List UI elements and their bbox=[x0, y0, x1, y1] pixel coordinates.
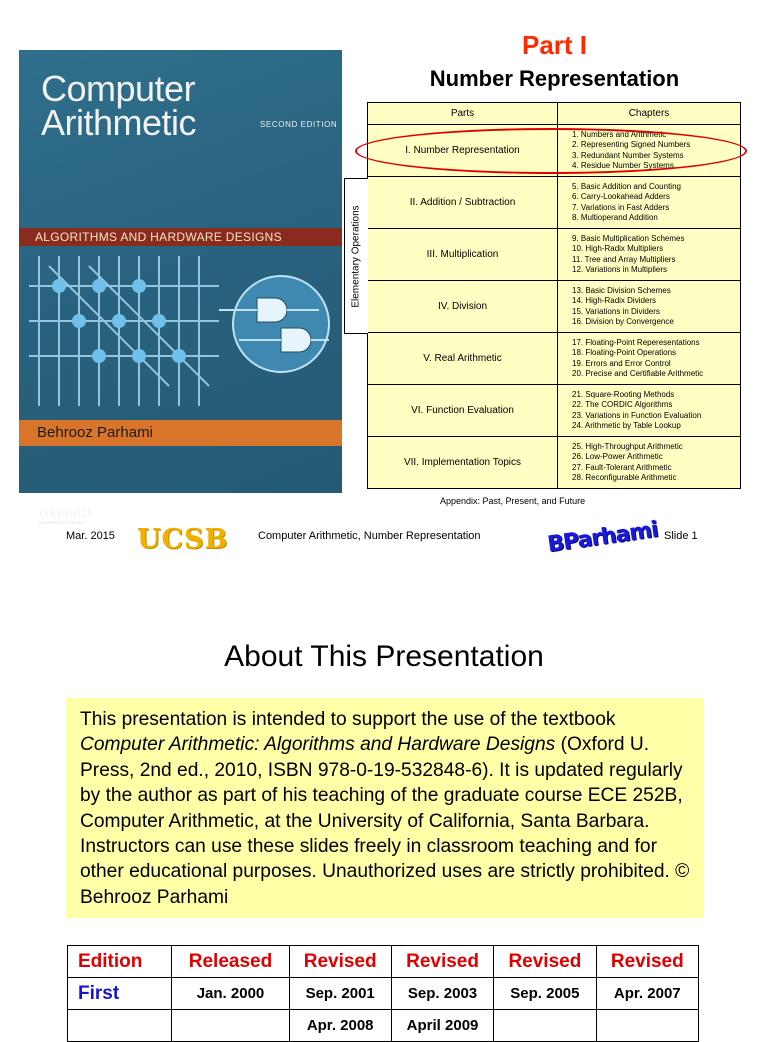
header-cell: Revised bbox=[596, 946, 698, 978]
book-author: Behrooz Parhami bbox=[19, 420, 342, 446]
author-logo-text: BParhami bbox=[545, 517, 660, 558]
date-cell bbox=[596, 1010, 698, 1042]
book-title-italic: Computer Arithmetic: Algorithms and Hardware Designs bbox=[80, 734, 556, 756]
elementary-operations-text: Elementary Operations bbox=[350, 204, 362, 308]
chapter-item: 17. Floating-Point Reperesentations bbox=[572, 337, 700, 347]
chapters-cell bbox=[558, 177, 741, 229]
date-cell: Sep. 2001 bbox=[289, 978, 391, 1010]
date-cell: Sep. 2003 bbox=[391, 978, 493, 1010]
table-row bbox=[68, 1010, 699, 1042]
table-row bbox=[368, 177, 741, 229]
book-title bbox=[41, 68, 197, 143]
header-cell: Revised bbox=[494, 946, 596, 978]
editions-table bbox=[67, 945, 699, 1042]
chapter-item: 7. Variations in Fast Adders bbox=[572, 202, 670, 212]
ucsb-logo: UCSB bbox=[137, 524, 229, 555]
chapter-item: 22. The CORDIC Algorithms bbox=[572, 400, 673, 409]
chapter-item: 5. Basic Addition and Counting bbox=[572, 181, 681, 191]
book-edition: SECOND EDITION bbox=[260, 120, 338, 129]
publisher-sub: UNIVERSITY PRESS bbox=[39, 520, 85, 525]
book-cover bbox=[19, 50, 342, 525]
chapter-item: 21. Square-Rooting Methods bbox=[572, 389, 675, 399]
edition-cell: First bbox=[68, 978, 172, 1010]
chapter-item: 2. Representing Signed Numbers bbox=[572, 140, 691, 149]
chapters-cell bbox=[558, 385, 741, 437]
chapter-item: 24. Arithmetic by Table Lookup bbox=[572, 421, 681, 430]
about-text-rest: (Oxford U. Press, 2nd ed., 2010, ISBN 978-0-19-532848-6). It is updated regularly by the author as part of his teaching of the graduate course ECE 252B, Computer Arithmetic, at the University of California, Santa Barbara. Instructors can use these slides freely in classroom teaching and for other educational purposes. Unauthorized uses are strictly prohibited. © Behrooz Parhami bbox=[80, 734, 690, 908]
chapter-item: 19. Errors and Error Control bbox=[572, 358, 671, 368]
about-text-start: This presentation is intended to support the use of the textbook bbox=[80, 709, 616, 730]
part-title: Part I bbox=[521, 30, 588, 60]
part-cell: V. Real Arithmetic bbox=[368, 333, 558, 385]
part-subtitle: Number Representation bbox=[429, 66, 680, 91]
date-cell bbox=[172, 1010, 289, 1042]
about-title: About This Presentation bbox=[224, 640, 544, 673]
about-box bbox=[66, 698, 704, 918]
chapter-item: 25. High-Throughput Arithmetic bbox=[572, 441, 683, 451]
publisher-logo: OXFORD bbox=[39, 506, 92, 520]
chapters-cell bbox=[558, 333, 741, 385]
header-chapters: Chapters bbox=[558, 103, 741, 125]
header-cell: Revised bbox=[289, 946, 391, 978]
parts-table-header bbox=[368, 103, 741, 125]
chapter-item: 4. Residue Number Systems bbox=[572, 161, 674, 170]
header-cell: Edition bbox=[68, 946, 172, 978]
chapter-item: 28. Reconfigurable Arithmetic bbox=[572, 473, 677, 482]
part-cell: IV. Division bbox=[368, 281, 558, 333]
edition-cell bbox=[68, 1010, 172, 1042]
slide-number: Slide 1 bbox=[664, 530, 698, 542]
date-cell: Jan. 2000 bbox=[172, 978, 289, 1010]
book-subtitle: ALGORITHMS AND HARDWARE DESIGNS bbox=[19, 228, 342, 246]
part-cell: II. Addition / Subtraction bbox=[368, 177, 558, 229]
chapter-item: 20. Precise and Certifiable Arithmetic bbox=[572, 369, 704, 378]
table-row bbox=[368, 385, 741, 437]
date-cell: Apr. 2008 bbox=[289, 1010, 391, 1042]
chapter-item: 12. Variations in Multipliers bbox=[572, 265, 668, 274]
footer-date: Mar. 2015 bbox=[66, 530, 115, 542]
chapter-item: 10. High-Radix Multipliers bbox=[572, 244, 664, 253]
date-cell: April 2009 bbox=[391, 1010, 493, 1042]
chapter-item: 9. Basic Multiplication Schemes bbox=[572, 233, 685, 243]
chapter-item: 8. Multioperand Addition bbox=[572, 213, 658, 222]
table-row bbox=[368, 229, 741, 281]
table-row bbox=[68, 978, 699, 1010]
date-cell: Apr. 2007 bbox=[596, 978, 698, 1010]
author-logo bbox=[545, 517, 660, 561]
chapter-item: 16. Division by Convergence bbox=[572, 317, 674, 326]
part-cell: VI. Function Evaluation bbox=[368, 385, 558, 437]
date-cell: Sep. 2005 bbox=[494, 978, 596, 1010]
highlight-ring bbox=[355, 128, 747, 174]
chapter-item: 26. Low-Power Arithmetic bbox=[572, 452, 663, 461]
elementary-operations-label bbox=[344, 178, 368, 334]
circuit-illustration bbox=[19, 246, 342, 420]
header-parts: Parts bbox=[368, 103, 558, 125]
chapters-cell bbox=[558, 437, 741, 489]
chapter-item: 3. Redundant Number Systems bbox=[572, 150, 684, 160]
chapter-item: 1. Numbers and Arithmetic bbox=[572, 129, 667, 139]
date-cell bbox=[494, 1010, 596, 1042]
part-cell: I. Number Representation bbox=[368, 125, 558, 177]
editions-header-row bbox=[68, 946, 699, 978]
chapter-item: 23. Variations in Function Evaluation bbox=[572, 410, 702, 420]
header-cell: Released bbox=[172, 946, 289, 978]
appendix-note: Appendix: Past, Present, and Future bbox=[440, 496, 586, 506]
book-title-line1: Computer bbox=[41, 68, 196, 109]
chapter-item: 11. Tree and Array Multipliers bbox=[572, 254, 676, 264]
chapter-item: 27. Fault-Tolerant Arithmetic bbox=[572, 462, 672, 472]
book-title-line2: Arithmetic bbox=[41, 102, 197, 143]
table-row bbox=[368, 333, 741, 385]
chapters-cell bbox=[558, 229, 741, 281]
header-cell: Revised bbox=[391, 946, 493, 978]
table-row bbox=[368, 437, 741, 489]
chapter-item: 13. Basic Division Schemes bbox=[572, 285, 671, 295]
part-cell: VII. Implementation Topics bbox=[368, 437, 558, 489]
chapter-item: 14. High-Radix Dividers bbox=[572, 296, 657, 305]
part-cell: III. Multiplication bbox=[368, 229, 558, 281]
chapter-item: 18. Floating-Point Operations bbox=[572, 348, 677, 357]
chapters-cell bbox=[558, 281, 741, 333]
chapter-item: 6. Carry-Lookahead Adders bbox=[572, 192, 670, 201]
table-row bbox=[368, 281, 741, 333]
footer-title: Computer Arithmetic, Number Representation bbox=[258, 530, 481, 542]
chapter-item: 15. Variations in Dividers bbox=[572, 306, 660, 316]
